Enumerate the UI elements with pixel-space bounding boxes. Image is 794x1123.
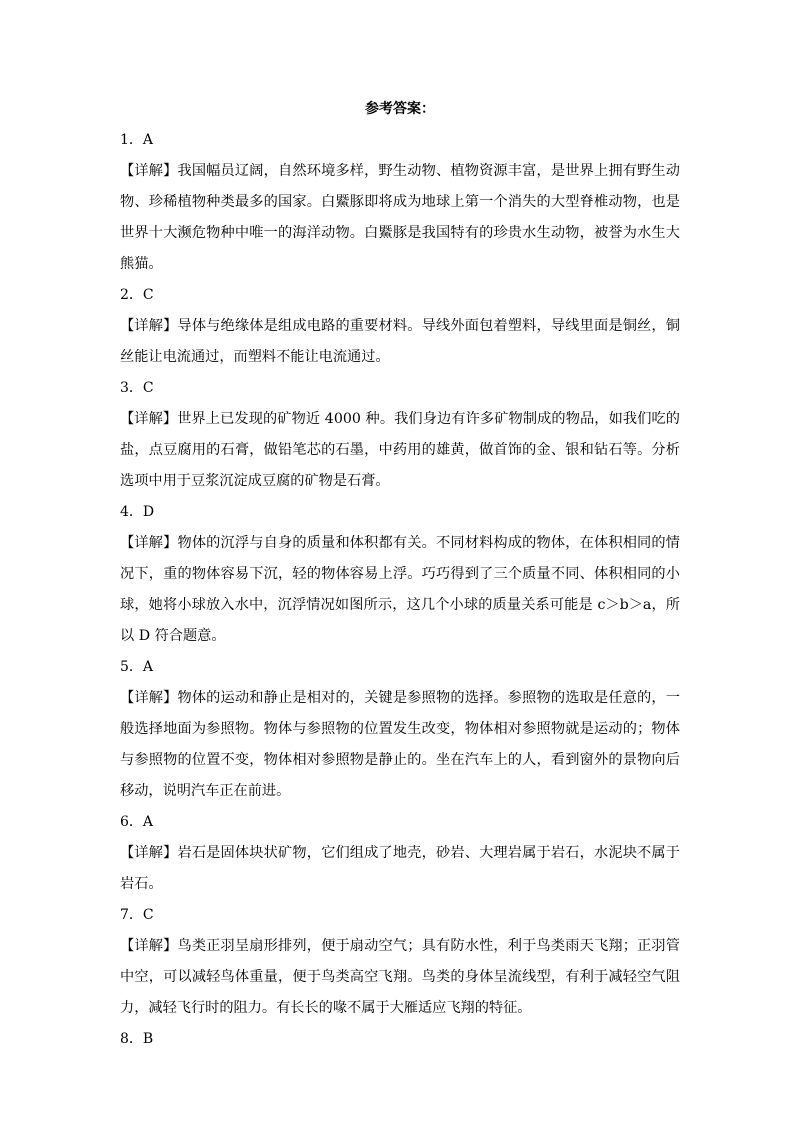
detail-text: 岩石是固体块状矿物，它们组成了地壳，砂岩、大理岩属于岩石，水泥块不属于岩石。 (120, 845, 680, 892)
page-title: 参考答案： (365, 101, 435, 117)
answer-item-7 (120, 900, 680, 1024)
answer-number: 7．C (120, 907, 154, 923)
answer-detail (120, 156, 680, 280)
answer-number: 1．A (120, 132, 154, 148)
detail-tag: 【详解】 (120, 938, 178, 954)
answer-number: 2．C (120, 287, 154, 303)
detail-tag: 【详解】 (120, 845, 178, 861)
detail-text: 物体的运动和静止是相对的，关键是参照物的选择。参照物的选取是任意的，一般选择地面为参照物。物体与参照物的位置发生改变，物体相对参照物就是运动的；物体与参照物的位置不变，物体相对参照物是静止的。坐在汽车上的人，看到窗外的景物向后移动，说明汽车正在前进。 (120, 690, 680, 799)
answer-number: 6．A (120, 814, 154, 830)
answer-detail (120, 404, 680, 497)
answer-item-2 (120, 280, 680, 373)
answer-item-1 (120, 125, 680, 280)
detail-text: 物体的沉浮与自身的质量和体积都有关。不同材料构成的物体，在体积相同的情况下，重的物体容易下沉，轻的物体容易上浮。巧巧得到了三个质量不同、体积相同的小球，她将小球放入水中，沉浮情况如图所示，这几个小球的质量关系可能是 c＞b＞a，所以 D 符合题意。 (120, 535, 680, 644)
answer-detail (120, 311, 680, 373)
answer-detail (120, 931, 680, 1024)
detail-tag: 【详解】 (120, 535, 178, 551)
answer-item-5 (120, 652, 680, 807)
answer-number: 5．A (120, 659, 154, 675)
answer-detail (120, 528, 680, 652)
answer-detail (120, 838, 680, 900)
answer-item-4 (120, 497, 680, 652)
answer-item-8 (120, 1024, 680, 1055)
detail-text: 导体与绝缘体是组成电路的重要材料。导线外面包着塑料，导线里面是铜丝，铜丝能让电流通过，而塑料不能让电流通过。 (120, 318, 680, 365)
answer-number: 3．C (120, 380, 154, 396)
answer-document (120, 93, 680, 1055)
detail-tag: 【详解】 (120, 411, 178, 427)
answer-item-3 (120, 373, 680, 497)
answer-number: 4．D (120, 504, 155, 520)
detail-tag: 【详解】 (120, 690, 178, 706)
detail-text: 我国幅员辽阔，自然环境多样，野生动物、植物资源丰富，是世界上拥有野生动物、珍稀植物种类最多的国家。白鱀豚即将成为地球上第一个消失的大型脊椎动物，也是世界十大濒危物种中唯一的海洋动物。白鱀豚是我国特有的珍贵水生动物，被誉为水生大熊猫。 (120, 163, 680, 272)
answer-detail (120, 683, 680, 807)
detail-tag: 【详解】 (120, 318, 178, 334)
detail-text: 鸟类正羽呈扇形排列，便于扇动空气；具有防水性，利于鸟类雨天飞翔；正羽管中空，可以减轻鸟体重量，便于鸟类高空飞翔。鸟类的身体呈流线型，有利于减轻空气阻力，减轻飞行时的阻力。有长长的喙不属于大雁适应飞翔的特征。 (120, 938, 680, 1016)
answer-item-6 (120, 807, 680, 900)
answer-number: 8．B (120, 1031, 154, 1047)
detail-text: 世界上已发现的矿物近 4000 种。我们身边有许多矿物制成的物品，如我们吃的盐，点豆腐用的石膏，做铅笔芯的石墨，中药用的雄黄，做首饰的金、银和钻石等。分析选项中用于豆浆沉淀成豆腐的矿物是石膏。 (120, 411, 680, 489)
detail-tag: 【详解】 (120, 163, 178, 179)
